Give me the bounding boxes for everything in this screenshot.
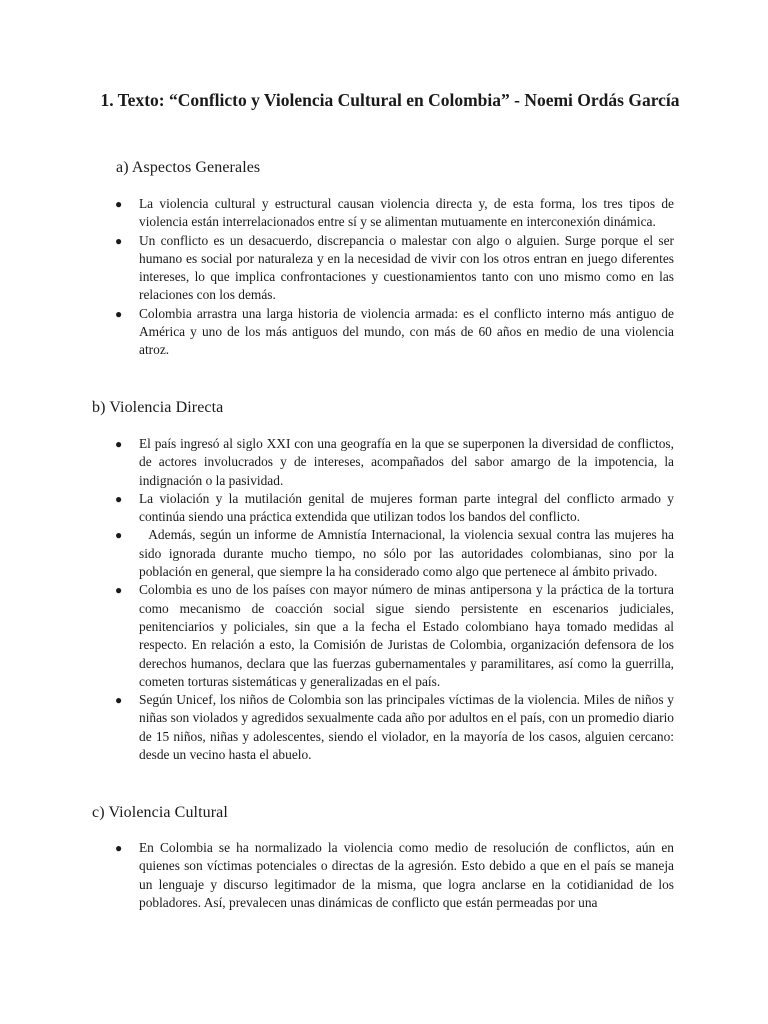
bullet-list-violencia-cultural <box>112 839 674 912</box>
section-heading-violencia-cultural: c) Violencia Cultural <box>92 804 228 821</box>
document-title: 1. Texto: “Conflicto y Violencia Cultural en Colombia” - Noemi Ordás García <box>100 90 680 110</box>
list-item <box>112 839 674 912</box>
bullet-list-violencia-directa <box>112 435 678 764</box>
bullet-icon: ● <box>115 583 123 598</box>
bullet-icon: ● <box>115 841 123 855</box>
section-heading-aspectos-generales: a) Aspectos Generales <box>116 159 261 176</box>
list-item <box>112 232 674 305</box>
list-item-text: En Colombia se ha normalizado la violencia como medio de resolución de conflictos, aún en quienes son víctimas potenciales o directas de la agresión. Esto debido a que en el país se maneja un lenguaje y discurso legitimador de la misma, que logra anclarse en la cotidianidad de los pobladores. Así, prevalecen unas dinámicas de conflicto que están permeadas por una <box>139 840 674 910</box>
list-item <box>112 526 678 581</box>
list-item-text: La violación y la mutilación genital de mujeres forman parte integral del conflicto armado y continúa siendo una práctica extendida que utilizan todos los bandos del conflicto. <box>139 490 674 525</box>
bullet-icon: ● <box>115 197 123 211</box>
list-item-text: Colombia es uno de los países con mayor número de minas antipersona y la práctica de la tortura como mecanismo de coacción social sigue siendo persistente en escenarios judiciales, penitenciarios y policiales, sin que a la fecha el Estado colombiano haya tomado medidas al respecto. En relación a esto, la Comisión de Juristas de Colombia, organización defensora de los derechos humanos, declara que las fuerzas gubernamentales y paramilitares, así como la guerrilla, cometen torturas sistemáticas y generalizadas en el país. <box>139 582 674 689</box>
list-item <box>112 435 674 490</box>
list-item <box>112 195 674 232</box>
bullet-list-aspectos-generales <box>112 195 674 360</box>
list-item-text: El país ingresó al siglo XXI con una geografía en la que se superponen la diversidad de conflictos, de actores involucrados y de intereses, acompañados del sabor amargo de la impotencia, la indignación o la pasividad. <box>139 436 674 488</box>
list-item <box>112 305 674 360</box>
bullet-icon: ● <box>115 528 123 543</box>
bullet-icon: ● <box>115 437 123 451</box>
section-heading-violencia-directa: b) Violencia Directa <box>92 399 224 416</box>
list-item <box>112 490 674 527</box>
list-item-text: Un conflicto es un desacuerdo, discrepancia o malestar con algo o alguien. Surge porque el ser humano es social por naturaleza y en la necesidad de vivir con los otros entran en juego diferentes intereses, lo que implica confrontaciones y cuestionamientos tanto con uno mismo como en las relaciones con los demás. <box>139 232 674 303</box>
list-item-text: La violencia cultural y estructural causan violencia directa y, de esta forma, los tres tipos de violencia están interrelacionados entre sí y se alimentan mutuamente en interconexión dinámica. <box>139 196 674 230</box>
bullet-icon: ● <box>115 491 123 506</box>
bullet-icon: ● <box>115 306 123 321</box>
list-item-text: Colombia arrastra una larga historia de violencia armada: es el conflicto interno más antiguo de América y uno de los más antiguos del mundo, con más de 60 años en medio de una violencia atroz. <box>139 305 674 358</box>
list-item-text: Según Unicef, los niños de Colombia son las principales víctimas de la violencia. Miles de niños y niñas son violados y agredidos sexualmente cada año por adultos en el país, con un promedio diario de 15 niños, niñas y adolescentes, siendo el violador, en la mayoría de los casos, alguien cercano: desde un vecino hasta el abuelo. <box>139 692 674 763</box>
list-item-text: Además, según un informe de Amnistía Internacional, la violencia sexual contra las mujeres ha sido ignorada durante mucho tiempo, no sólo por las autoridades colombianas, sino por la población en general, que siempre la ha considerado como algo que pertenece al ámbito privado. <box>139 527 678 580</box>
list-item <box>112 691 674 764</box>
list-item <box>112 581 674 691</box>
bullet-icon: ● <box>115 693 123 708</box>
bullet-icon: ● <box>115 233 123 248</box>
